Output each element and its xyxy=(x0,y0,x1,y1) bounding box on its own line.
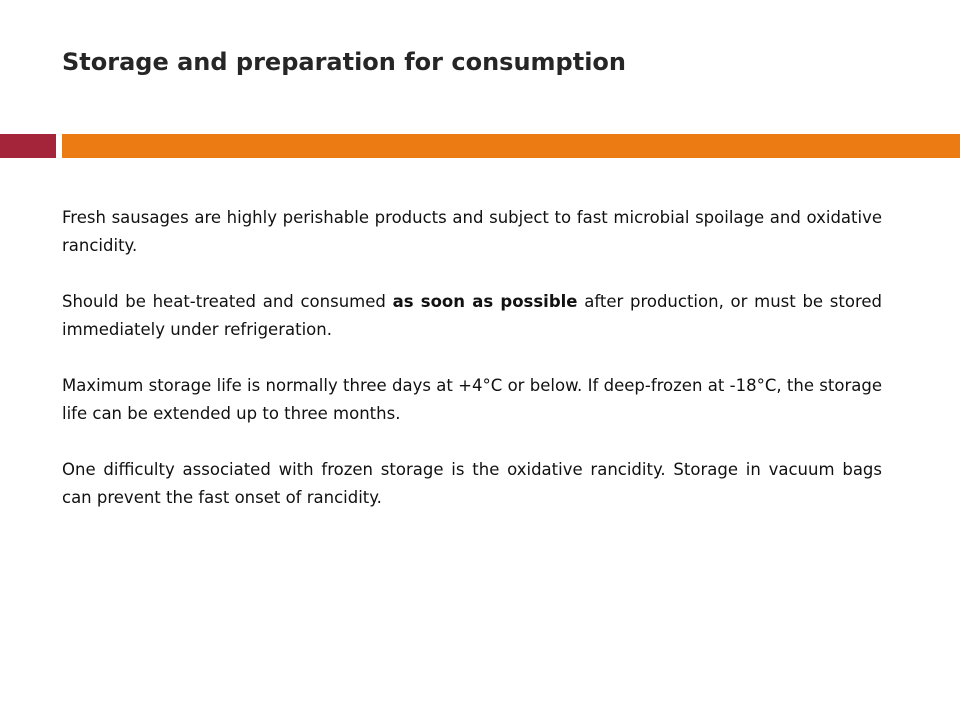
paragraph-perishability xyxy=(62,204,882,260)
paragraph-text: Maximum storage life is normally three days at +4°C or below. If deep-frozen at -18°C, the storage life can be extended up to three months. xyxy=(62,376,882,423)
paragraph-storage-life xyxy=(62,372,882,428)
slide-title: Storage and preparation for consumption xyxy=(62,48,626,76)
paragraph-text: Fresh sausages are highly perishable products and subject to fast microbial spoilage and oxidative rancidity. xyxy=(62,208,882,255)
paragraph-frozen-storage xyxy=(62,456,882,512)
paragraph-text: One difficulty associated with frozen storage is the oxidative rancidity. Storage in vacuum bags can prevent the fast onset of rancidity. xyxy=(62,460,882,507)
paragraph-heat-treatment xyxy=(62,288,882,344)
accent-bar-right xyxy=(62,134,960,158)
slide-body xyxy=(62,204,882,540)
paragraph-text-after: after production, or must be stored immediately under refrigeration. xyxy=(62,292,883,339)
emphasis-text: as soon as possible xyxy=(392,292,578,311)
accent-block-left xyxy=(0,134,56,158)
paragraph-text-before: Should be heat-treated and consumed xyxy=(62,292,393,311)
